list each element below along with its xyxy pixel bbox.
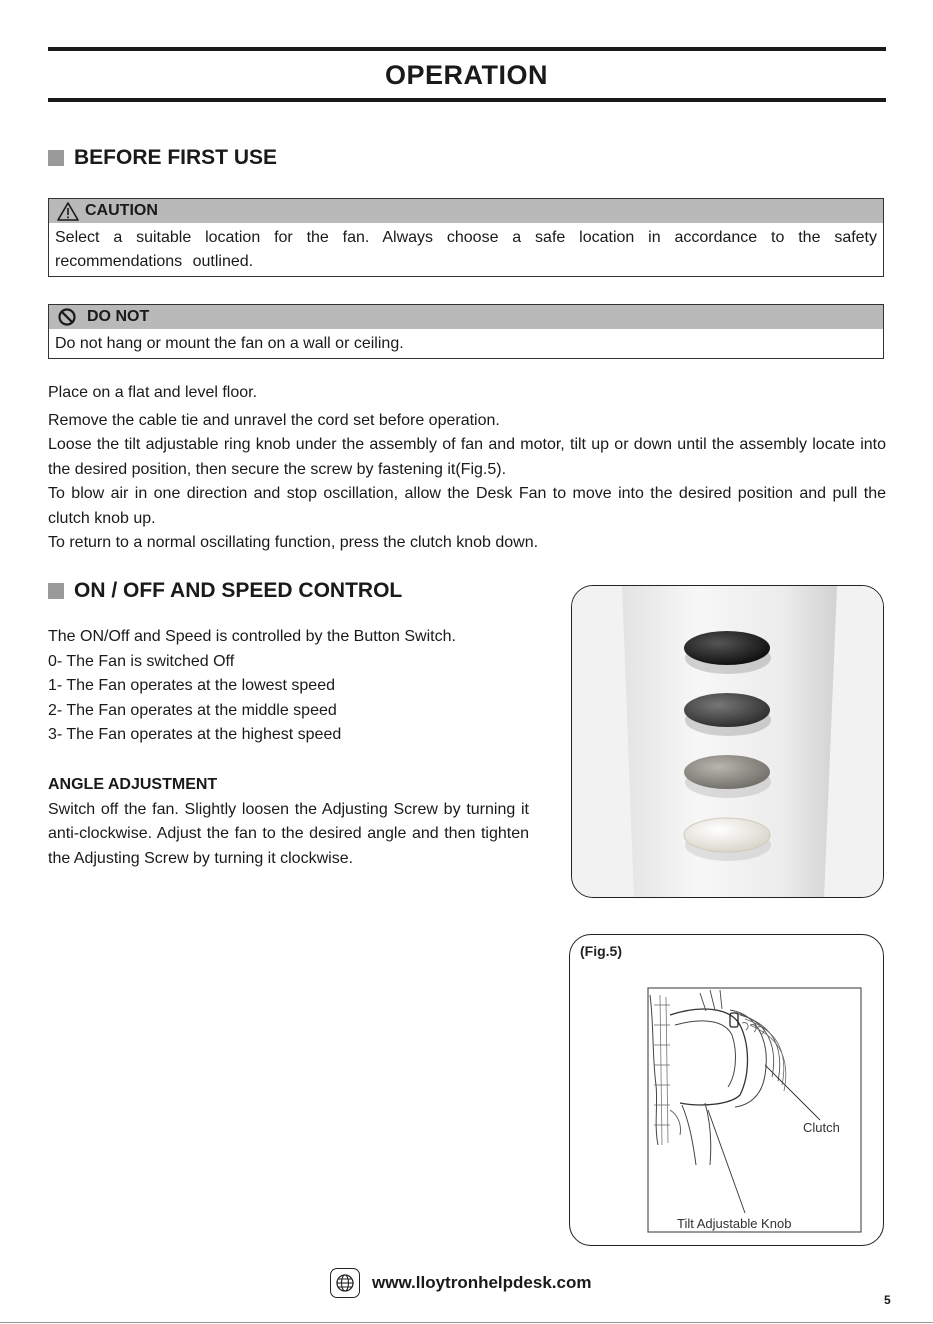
bottom-divider — [0, 1322, 933, 1323]
instruction-paragraph: Remove the cable tie and unravel the cord set before operation. — [48, 411, 500, 429]
page-number: 5 — [884, 1293, 891, 1307]
instruction-paragraph: To return to a normal oscillating function, press the clutch knob down. — [48, 534, 539, 551]
top-rule — [48, 47, 886, 51]
do-not-text: Do not hang or mount the fan on a wall or ceiling. — [55, 335, 404, 352]
section-square-icon — [48, 583, 64, 599]
page-title: OPERATION — [384, 60, 548, 90]
angle-adjustment-block — [48, 773, 529, 871]
section-square-icon — [48, 150, 64, 166]
speed-item: 0- The Fan is switched Off — [48, 652, 235, 670]
caution-header — [49, 199, 883, 223]
instruction-paragraph: To blow air in one direction and stop oscillation, allow the Desk Fan to move into the desired position and pull the clutch knob up. — [48, 485, 886, 527]
do-not-label: DO NOT — [87, 308, 150, 325]
caution-label: CAUTION — [85, 202, 158, 219]
instructions-block — [48, 381, 886, 556]
angle-adjustment-heading: ANGLE ADJUSTMENT — [48, 776, 218, 793]
button-switch-image — [572, 586, 884, 898]
tilt-clutch-diagram — [570, 935, 884, 1246]
tilt-knob-callout: Tilt Adjustable Knob — [677, 1216, 792, 1231]
speed-item: 3- The Fan operates at the highest speed — [48, 726, 342, 743]
globe-icon — [330, 1268, 360, 1298]
section-heading-speed-control — [48, 579, 402, 603]
do-not-box — [48, 304, 884, 359]
speed-item: 1- The Fan operates at the lowest speed — [48, 677, 335, 694]
button-switch-photo — [571, 585, 884, 898]
instruction-paragraph: Place on a flat and level floor. — [48, 384, 258, 401]
section-heading-before-first-use — [48, 146, 277, 170]
speed-item: 2- The Fan operates at the middle speed — [48, 701, 337, 719]
caution-text: Select a suitable location for the fan. Always choose a safe location in accordance to the safety recommendations outlined. — [55, 229, 877, 270]
section-heading-text: BEFORE FIRST USE — [74, 146, 278, 169]
speed-intro: The ON/Off and Speed is controlled by the Button Switch. — [48, 628, 456, 645]
title-underline — [48, 98, 886, 102]
clutch-callout: Clutch — [803, 1120, 840, 1135]
section-heading-text: ON / OFF AND SPEED CONTROL — [74, 579, 403, 602]
figure-label: (Fig.5) — [580, 943, 622, 959]
prohibited-icon — [57, 307, 77, 327]
caution-box — [48, 198, 884, 277]
angle-adjustment-text: Switch off the fan. Slightly loosen the Adjusting Screw by turning it anti-clockwise. Adjust the fan to the desired angle and then tighten the Adjusting Screw by turning it clockwise. — [48, 800, 529, 867]
website-link[interactable]: www.lloytronhelpdesk.com — [372, 1273, 592, 1292]
instruction-paragraph: Loose the tilt adjustable ring knob under the assembly of fan and motor, tilt up or down until the assembly locate into the desired position, then secure the screw by fastening it(Fig.5). — [48, 436, 886, 478]
speed-control-list — [48, 625, 529, 748]
warning-icon — [57, 202, 79, 221]
figure-5-panel — [569, 934, 884, 1246]
footer-website — [330, 1268, 591, 1298]
do-not-header — [49, 305, 883, 329]
